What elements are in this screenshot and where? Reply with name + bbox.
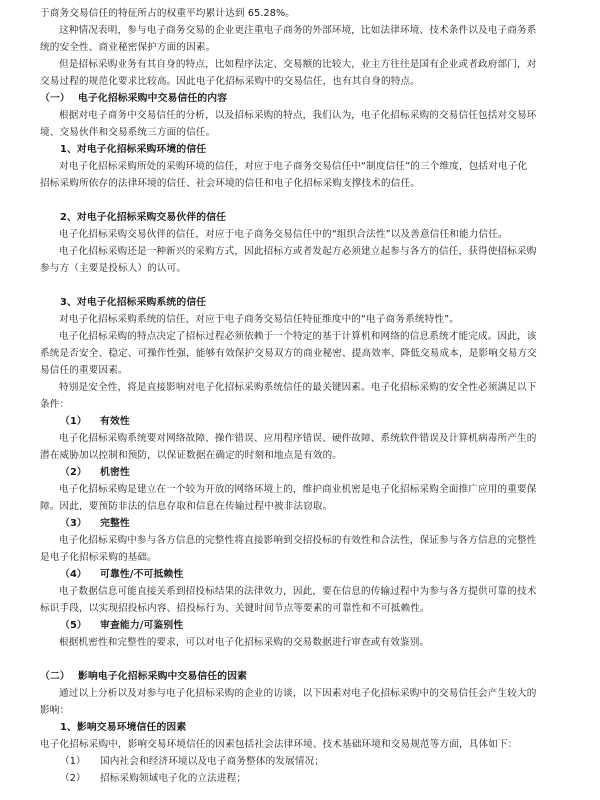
list-title: 可靠性/不可抵赖性 [100,569,184,580]
paragraph-line: 统的安全性、商业秘密保护方面的因素。 [40,42,216,53]
spacer [40,651,572,668]
list-number: （5） [60,620,87,631]
list-title: 完整性 [100,518,130,529]
paragraph-line: 招标采购所依存的法律环境的信任、社会环境的信任和电子化招标采购支撑技术的信任。 [40,178,421,189]
paragraph-line: 对电子化招标采购所处的采购环境的信任，对应于电子商务交易信任中“制度信任”的三个维度，包括对电子化 [59,161,528,172]
section-heading-2 [40,668,572,685]
list-number: （2） [60,773,86,784]
list-text: 国内社会和经济环境以及电子商务整体的发展情况； [100,756,325,767]
list-heading [40,464,572,481]
list-title: 有效性 [100,416,130,427]
paragraph-line: 特别是安全性，将是直接影响对电子化招标采购系统信任的最关键因素。电子化招标采购的安全性必须满足以下 [59,382,537,393]
paragraph-line: 这种情况表明，参与电子商务交易的企业更注重电子商务的外部环境，比如法律环境、技术条件以及电子商务系 [59,25,537,36]
list-number: （4） [60,569,87,580]
spacer [40,192,572,209]
paragraph-line: 障。因此，要预防非法的信息存取和信息在传输过程中被非法窃取。 [40,501,333,512]
paragraph-line: 但是招标采购业务有其自身的特点，比如程序法定、交易额的比较大，业主方往往是国有企业或者政府部门，对 [59,59,537,70]
list-heading [40,515,572,532]
section-title: 电子化招标采购中交易信任的内容 [78,93,228,104]
paragraph-line: 参与方（主要是投标人）的认可。 [40,263,187,274]
paragraph-line: 系统是否安全、稳定、可操作性强，能够有效保护交易双方的商业秘密、提高效率、降低交易成本，是影响交易方交 [40,348,537,359]
list-number: （3） [60,518,87,529]
section-number: （二） [40,671,70,682]
paragraph-line: 是电子化招标采购的基础。 [40,552,157,563]
paragraph-line: 交易过程的规范化要求比较高。因此电子化招标采购中的交易信任，也有其自身的特点。 [40,76,421,87]
list-title: 机密性 [100,467,130,478]
spacer [40,277,572,294]
section-title: 影响电子化招标采购中交易信任的因素 [78,671,248,682]
list-number: （1） [60,756,86,767]
list-number: （2） [60,467,87,478]
list-heading [40,617,572,634]
paragraph-line: 通过以上分析以及对参与电子化招标采购的企业的访谈，以下因素对电子化招标采购中的交易信任会产生较大的 [59,688,537,699]
paragraph-line: 易信任的重要因素。 [40,365,128,376]
subsection-heading: 3、对电子化招标采购系统的信任 [60,297,207,308]
section-heading-1 [40,90,572,107]
subsection-heading: 1、影响交易环境信任的因素 [60,722,187,733]
paragraph-line: 电子化招标采购是建立在一个较为开放的网络环境上的，维护商业机密是电子化招标采购全面推广应用的重要保 [59,484,537,495]
paragraph-line: 根据机密性和完整性的要求，可以对电子化招标采购的交易数据进行审查或有效鉴别。 [59,637,430,648]
section-number: （一） [40,93,70,104]
paragraph-line: 境、交易伙伴和交易系统三方面的信任。 [40,127,216,138]
list-text: 招标采购领域电子化的立法进程； [100,773,247,784]
subsection-heading: 2、对电子化招标采购交易伙伴的信任 [60,212,227,223]
enumerated-item [40,753,572,770]
paragraph-line: 对电子化招标采购系统的信任，对应于电子商务交易信任特征维度中的“电子商务系统特性”。 [59,314,459,325]
paragraph-line: 条件： [40,399,70,410]
list-number: （1） [60,416,87,427]
paragraph-line: 电子化招标采购还是一种新兴的采购方式，因此招标方或者发起方必须建立起参与各方的信任，获得使招标采购 [59,246,537,257]
paragraph-line: 电子化招标采购系统要对网络故障、操作错误、应用程序错误、硬件故障、系统软件错误及计算机病毒所产生的 [59,433,537,444]
paragraph-line: 电子化招标采购中参与各方信息的完整性将直接影响到交招投标的有效性和合法性，保证参与各方信息的完整性 [59,535,537,546]
paragraph-line: 于商务交易信任的特征所占的权重平均累计达到 65.28%。 [40,8,296,19]
paragraph-line: 电子数据信息可能直接关系到招投标结果的法律效力，因此，要在信息的传输过程中为参与各方提供可靠的技术 [59,586,537,597]
paragraph-line: 根据对电子商务中交易信任的分析，以及招标采购的特点，我们认为，电子化招标采购的交易信任包括对交易环 [59,110,537,121]
list-heading [40,413,572,430]
paragraph-line: 电子化招标采购的特点决定了招标过程必须依赖于一个特定的基于计算机和网络的信息系统才能完成。因此，该 [59,331,537,342]
subsection-heading: 1、对电子化招标采购环境的信任 [60,144,207,155]
list-heading [40,566,572,583]
paragraph-line: 潜在威胁加以控制和预防，以保证数据在确定的时刻和地点是有效的。 [40,450,343,461]
enumerated-item [40,770,572,787]
paragraph-line: 标识手段，以实现招投标内容、招投标行为、关键时间节点等要素的可靠性和不可抵赖性。 [40,603,430,614]
list-title: 审查能力/可鉴别性 [100,620,184,631]
paragraph-line: 电子化招标采购交易伙伴的信任，对应于电子商务交易信任中的“组织合法性”以及善意信任和能力信任。 [59,229,508,240]
paragraph-line: 影响： [40,705,70,716]
paragraph-line: 电子化招标采购中，影响交易环境信任的因素包括社会法律环境、技术基础环境和交易规范等方面，具体如下： [40,739,518,750]
